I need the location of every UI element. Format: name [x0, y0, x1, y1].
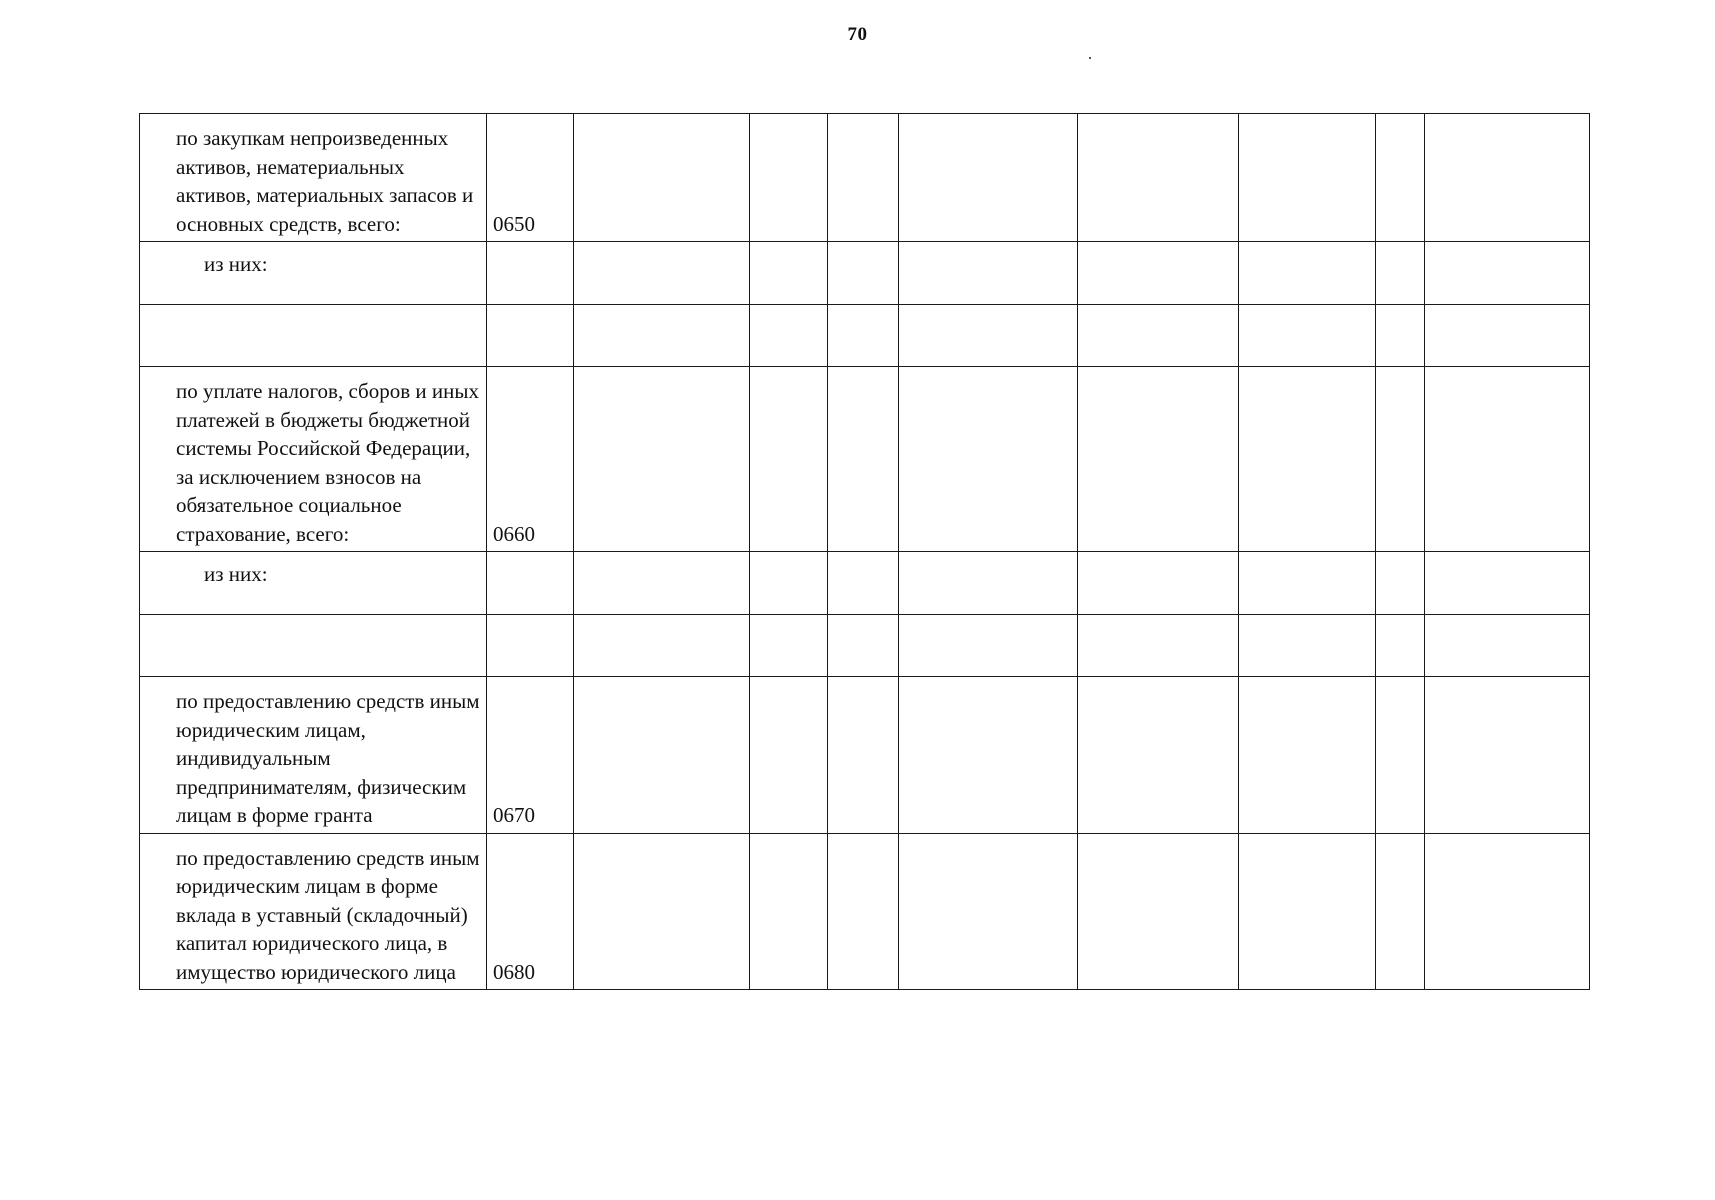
value-cell[interactable]	[574, 833, 750, 990]
value-cell[interactable]	[828, 367, 899, 552]
value-cell[interactable]	[750, 552, 828, 615]
value-cell[interactable]	[1239, 615, 1376, 677]
value-cell[interactable]	[1078, 114, 1239, 242]
value-cell[interactable]	[1376, 833, 1425, 990]
value-cell[interactable]	[574, 677, 750, 834]
value-cell[interactable]	[1376, 552, 1425, 615]
row-code: 0660	[487, 367, 574, 552]
value-cell[interactable]	[828, 615, 899, 677]
value-cell[interactable]	[1425, 552, 1590, 615]
value-cell[interactable]	[1239, 367, 1376, 552]
value-cell[interactable]	[1239, 677, 1376, 834]
row-code[interactable]	[487, 615, 574, 677]
table-row-0650	[140, 114, 1590, 242]
value-cell[interactable]	[1376, 677, 1425, 834]
row-code	[487, 242, 574, 305]
value-cell[interactable]	[750, 114, 828, 242]
value-cell[interactable]	[1376, 615, 1425, 677]
value-cell[interactable]	[1078, 615, 1239, 677]
value-cell[interactable]	[1239, 305, 1376, 367]
table-row-empty	[140, 305, 1590, 367]
value-cell[interactable]	[1239, 833, 1376, 990]
row-label[interactable]	[140, 615, 487, 677]
value-cell[interactable]	[828, 677, 899, 834]
value-cell[interactable]	[1078, 552, 1239, 615]
value-cell[interactable]	[1078, 367, 1239, 552]
table-row-0660	[140, 367, 1590, 552]
value-cell[interactable]	[1425, 305, 1590, 367]
table-row-subheader	[140, 552, 1590, 615]
row-label: по уплате налогов, сборов и иных платежей в бюджеты бюджетной системы Российской Федерации, за исключением взносов на обязательное социальное страхование, всего:	[140, 367, 487, 552]
value-cell[interactable]	[1078, 677, 1239, 834]
value-cell[interactable]	[574, 305, 750, 367]
value-cell[interactable]	[1078, 833, 1239, 990]
value-cell[interactable]	[899, 677, 1078, 834]
value-cell[interactable]	[1425, 615, 1590, 677]
value-cell[interactable]	[899, 552, 1078, 615]
value-cell[interactable]	[1078, 242, 1239, 305]
row-code[interactable]	[487, 305, 574, 367]
value-cell[interactable]	[899, 833, 1078, 990]
value-cell[interactable]	[1425, 114, 1590, 242]
row-label: по предоставлению средств иным юридическим лицам, индивидуальным предпринимателям, физическим лицам в форме гранта	[140, 677, 487, 834]
row-label: из них:	[140, 242, 487, 305]
table-row-empty	[140, 615, 1590, 677]
value-cell[interactable]	[750, 833, 828, 990]
value-cell[interactable]	[899, 114, 1078, 242]
value-cell[interactable]	[1376, 114, 1425, 242]
value-cell[interactable]	[899, 242, 1078, 305]
value-cell[interactable]	[574, 552, 750, 615]
row-label: по закупкам непроизведенных активов, нематериальных активов, материальных запасов и основных средств, всего:	[140, 114, 487, 242]
value-cell[interactable]	[899, 615, 1078, 677]
row-code: 0650	[487, 114, 574, 242]
value-cell[interactable]	[828, 114, 899, 242]
value-cell[interactable]	[899, 305, 1078, 367]
value-cell[interactable]	[750, 367, 828, 552]
value-cell[interactable]	[1239, 552, 1376, 615]
value-cell[interactable]	[750, 305, 828, 367]
value-cell[interactable]	[828, 552, 899, 615]
value-cell[interactable]	[574, 615, 750, 677]
value-cell[interactable]	[1239, 114, 1376, 242]
value-cell[interactable]	[574, 367, 750, 552]
value-cell[interactable]	[828, 242, 899, 305]
value-cell[interactable]	[1078, 305, 1239, 367]
value-cell[interactable]	[574, 242, 750, 305]
row-label: по предоставлению средств иным юридическим лицам в форме вклада в уставный (складочный) капитал юридического лица, в имущество юридического лица	[140, 833, 487, 990]
value-cell[interactable]	[750, 242, 828, 305]
value-cell[interactable]	[828, 305, 899, 367]
value-cell[interactable]	[899, 367, 1078, 552]
value-cell[interactable]	[574, 114, 750, 242]
value-cell[interactable]	[1376, 305, 1425, 367]
row-code: 0680	[487, 833, 574, 990]
row-label: из них:	[140, 552, 487, 615]
report-table	[139, 113, 1590, 990]
page-number: 70	[847, 24, 868, 45]
value-cell[interactable]	[828, 833, 899, 990]
row-label[interactable]	[140, 305, 487, 367]
row-code: 0670	[487, 677, 574, 834]
value-cell[interactable]	[1376, 242, 1425, 305]
value-cell[interactable]	[1376, 367, 1425, 552]
value-cell[interactable]	[1425, 833, 1590, 990]
row-code	[487, 552, 574, 615]
value-cell[interactable]	[1425, 677, 1590, 834]
scan-speck	[1089, 57, 1091, 59]
table-row-0680	[140, 833, 1590, 990]
value-cell[interactable]	[1425, 367, 1590, 552]
value-cell[interactable]	[750, 677, 828, 834]
table-row-subheader	[140, 242, 1590, 305]
value-cell[interactable]	[750, 615, 828, 677]
value-cell[interactable]	[1239, 242, 1376, 305]
table-row-0670	[140, 677, 1590, 834]
value-cell[interactable]	[1425, 242, 1590, 305]
